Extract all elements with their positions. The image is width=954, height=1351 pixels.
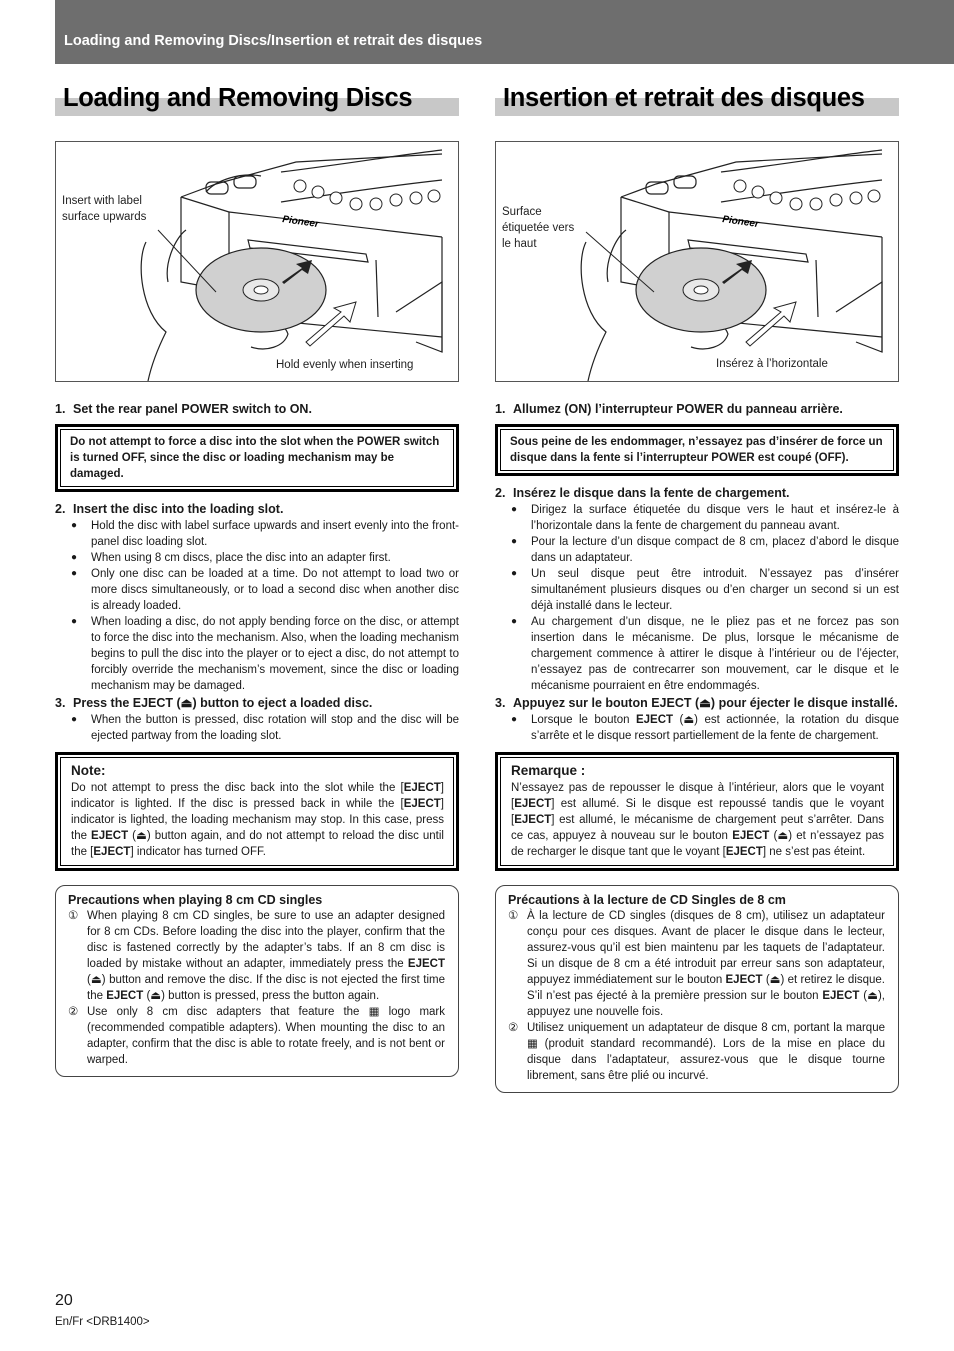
note-box: Remarque : N’essayez pas de repousser le disque à l’intérieur, alors que le voyant [EJECT] est allumé. Si le disque est repoussé tandis que le voyant [EJECT] est allumé, le mécanisme de chargement peut s’arrêter. Dans ce cas, appuyez à nouveau sur le bouton EJECT (⏏) et n’essayez pas de recharger le disque tant que le voyant [EJECT] ne s’est pas éteint. xyxy=(495,752,899,871)
list-item: ● Pour la lecture d’un disque compact de 8 cm, placez d’abord le disque dans un adaptateur. xyxy=(495,534,899,566)
cd-single-logo-icon: ▦ xyxy=(368,1006,380,1018)
french-instructions xyxy=(495,400,899,1093)
step-2: 2. Insérez le disque dans la fente de chargement. xyxy=(495,486,790,500)
document-code: En/Fr <DRB1400> xyxy=(55,1316,150,1328)
page-number: 20 xyxy=(55,1292,73,1309)
header-bar xyxy=(55,0,954,64)
list-item: ① À la lecture de CD singles (disques de 8 cm), utilisez un adaptateur conçu pour ces disques. Avant de placer le disque dans le lecteur, assurez-vous qu’il est bien maintenu par les taquets de l’adaptateur. Si un disque de 8 cm a été introduit par erreur sans son adaptateur, appuyez immédiatement sur le bouton EJECT (⏏) et retirez le disque. S’il n’est pas éjecté à la première pression sur le bouton EJECT (⏏), appuyez une nouvelle fois. xyxy=(508,910,886,1018)
list-item: ● Hold the disc with label surface upwards and insert evenly into the front-panel disc loading slot. xyxy=(55,518,459,550)
warning-box: Do not attempt to force a disc into the slot when the POWER switch is turned OFF, since the disc or loading mechanism may be damaged. xyxy=(55,424,459,492)
cd-player-illustration xyxy=(496,142,898,381)
list-item: ● When the button is pressed, disc rotation will stop and the disc will be ejected partway from the loading slot. xyxy=(55,712,459,744)
list-item: ● Only one disc can be loaded at a time. Do not attempt to load two or more discs simultaneously, or to load a second disc when another disc is already loaded. xyxy=(55,566,459,614)
caption-hold-evenly: Hold evenly when inserting xyxy=(276,359,414,371)
brand-logo-text: Pioneer xyxy=(281,214,320,231)
precautions-title: Precautions when playing 8 cm CD singles xyxy=(68,893,323,907)
list-item: ① When playing 8 cm CD singles, be sure to use an adapter designed for 8 cm CDs. Before loading the disc into the player, confirm that the disc is fastened correctly by the adapter’s tabs. If an 8 cm disc is loaded by mistake without an adapter, immediately press the EJECT (⏏) button and remove the disc. If the disc is not ejected the first time the EJECT (⏏) button is pressed, press the button again. xyxy=(68,910,445,1002)
list-item: ● Dirigez la surface étiquetée du disque vers le haut et insérez-le à l’horizontale dans la fente de chargement du panneau avant. xyxy=(495,502,899,534)
precautions-box xyxy=(55,885,459,1077)
note-title: Note: xyxy=(71,763,106,778)
note-box: Note: Do not attempt to press the disc back into the slot while the [EJECT] indicator is lighted. If the disc is pressed back in while the [EJECT] indicator is lighted, the loading mechanism may stop. In this case, press the EJECT (⏏) button again, and do not attempt to reload the disc until the [EJECT] indicator has turned OFF. xyxy=(55,752,459,871)
english-instructions xyxy=(55,400,459,1077)
step-3-bullets xyxy=(495,712,899,744)
caption-label-surface: Surface étiquetée vers le haut xyxy=(502,206,575,250)
disc-insertion-figure xyxy=(55,141,459,382)
list-item: ● When loading a disc, do not apply bending force on the disc, or attempt to force the disc into the mechanism. Also, when the loading mechanism begins to pull the disc into the player or to eject a disc, do not attempt to forcibly override the mechanism’s movement, since the disc or loading mechanism may be damaged. xyxy=(55,614,459,694)
step-2-bullets xyxy=(495,502,899,694)
cd-single-logo-icon: ▦ xyxy=(527,1038,538,1050)
caption-label-surface: Insert with label surface upwards xyxy=(62,195,147,223)
section-heading-text: Insertion et retrait des disques xyxy=(503,84,865,112)
list-item: ● Un seul disque peut être introduit. N’essayez pas d’insérer simultanément plusieurs disques ou d’en charger un second si un est déjà installé dans le lecteur. xyxy=(495,566,899,614)
step-2: 2. Insert the disc into the loading slot. xyxy=(55,502,284,516)
step-2-bullets xyxy=(55,518,459,694)
list-item: ● When using 8 cm discs, place the disc into an adapter first. xyxy=(55,550,459,566)
warning-box: Sous peine de les endommager, n’essayez pas d’insérer de force un disque dans la fente si l’interrupteur POWER est coupé (OFF). xyxy=(495,424,899,476)
brand-logo-text: Pioneer xyxy=(721,214,760,231)
section-heading xyxy=(55,84,459,118)
disc-insertion-figure xyxy=(495,141,899,382)
caption-insert-horizontal: Insérez à l’horizontale xyxy=(716,358,828,370)
step-3: 3. Press the EJECT (⏏) button to eject a loaded disc. xyxy=(55,696,373,710)
list-item: ● Au chargement d’un disque, ne le pliez pas et ne forcez pas son insertion dans le mécanisme. De plus, lorsque le mécanisme de chargement commence à attirer le disque à l’intérieur ou de l’éjecter, n’essayez pas de contrecarrer son mouvement, car le disque et le mécanisme pourraient en être endommagés. xyxy=(495,614,899,694)
header-title: Loading and Removing Discs/Insertion et retrait des disques xyxy=(64,33,483,49)
section-heading xyxy=(495,84,899,118)
step-1: 1. Allumez (ON) l’interrupteur POWER du panneau arrière. xyxy=(495,402,843,416)
step-3-bullets xyxy=(55,712,459,744)
precautions-title: Précautions à la lecture de CD Singles de 8 cm xyxy=(508,893,786,907)
cd-player-illustration xyxy=(56,142,458,381)
list-item: ② Utilisez uniquement un adaptateur de disque 8 cm, portant la marque ▦ (produit standard recommandé). Lors de la mise en place du disque dans l’adaptateur, assurez-vous que le disque tourne librement, sans être plié ou incurvé. xyxy=(508,1022,885,1082)
list-item: ② Use only 8 cm disc adapters that feature the ▦ logo mark (recommended compatible adapters). When mounting the disc to an adapter, confirm that the disc is able to rotate freely, and is not bent or warped. xyxy=(68,1006,446,1066)
step-1: 1. Set the rear panel POWER switch to ON. xyxy=(55,402,312,416)
note-title: Remarque : xyxy=(511,763,586,778)
step-3: 3. Appuyez sur le bouton EJECT (⏏) pour éjecter le disque installé. xyxy=(495,696,898,710)
section-heading-text: Loading and Removing Discs xyxy=(63,84,413,112)
precautions-box xyxy=(495,885,899,1093)
list-item: ● Lorsque le bouton EJECT (⏏) est actionnée, la rotation du disque s’arrête et le disque ressort partiellement de la fente de chargement. xyxy=(495,712,899,744)
